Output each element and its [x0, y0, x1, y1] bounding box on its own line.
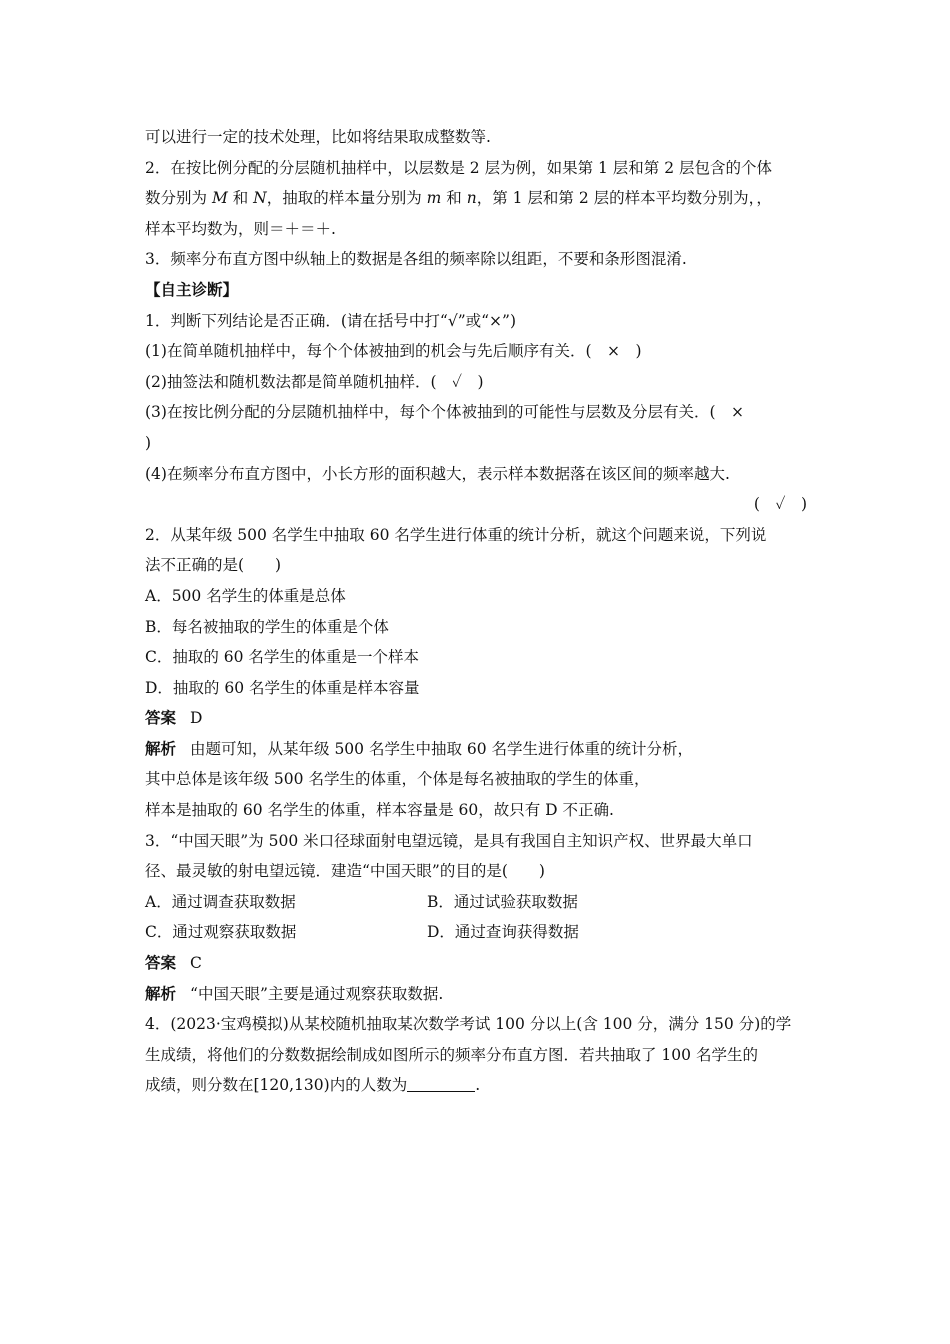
answer-label: 答案 [145, 953, 177, 973]
analysis-label: 解析 [145, 983, 177, 1003]
question-3-cont: 径、最灵敏的射电望远镜．建造“中国天眼”的目的是( ) [145, 862, 545, 881]
answer-line [145, 703, 807, 734]
answer-value: C [190, 954, 202, 973]
statement-1: (1)在简单随机抽样中，每个个体被抽到的机会与先后顺序有关．( × ) [145, 342, 642, 361]
text-line: 2．在按比例分配的分层随机抽样中，以层数是 2 层为例，如果第 1 层和第 2 层包含的个体 [145, 158, 773, 177]
statement-2: (2)抽签法和随机数法都是简单随机抽样．( ✓ ) [145, 372, 484, 391]
option-c: C．通过观察获取数据 [145, 923, 297, 942]
option-d: D．通过查询获得数据 [427, 923, 579, 942]
analysis-line: 解析 由题可知，从某年级 500 名学生中抽取 60 名学生进行体重的统计分析， [145, 738, 694, 758]
option-c: C．抽取的 60 名学生的体重是一个样本 [145, 648, 419, 667]
text-line: 其中总体是该年级 500 名学生的体重，个体是每名被抽取的学生的体重， [145, 770, 650, 789]
analysis-line: 解析 “中国天眼”主要是通过观察获取数据. [145, 983, 444, 1003]
question-4: 4．(2023·宝鸡模拟)从某校随机抽取某次数学考试 100 分以上(含 100 分，满分 150 分)的学 [145, 1015, 792, 1034]
options-row [145, 917, 807, 948]
option-b: B．通过试验获取数据 [427, 892, 578, 911]
question-2: 2．从某年级 500 名学生中抽取 60 名学生进行体重的统计分析，就这个问题来说，下列说 [145, 525, 767, 544]
options-row [145, 887, 807, 918]
section-heading: 【自主诊断】 [145, 279, 239, 299]
statement-3: (3)在按比例分配的分层随机抽样中，每个个体被抽到的可能性与层数及分层有关．( × [145, 403, 744, 422]
analysis-label: 解析 [145, 738, 177, 758]
question-3: 3．“中国天眼”为 500 米口径球面射电望远镜，是具有我国自主知识产权、世界最大单口 [145, 831, 753, 850]
statement-4-answer: ( ✓ ) [753, 495, 807, 514]
option-b: B．每名被抽取的学生的体重是个体 [145, 617, 389, 636]
text-line: 3．频率分布直方图中纵轴上的数据是各组的频率除以组距，不要和条形图混淆. [145, 250, 687, 269]
answer-value: D [190, 709, 203, 728]
answer-label: 答案 [145, 708, 177, 728]
text-line: 数分别为 M 和 N，抽取的样本量分别为 m 和 n，第 1 层和第 2 层的样本平均数分别为，， [145, 189, 772, 208]
question-1: 1．判断下列结论是否正确．(请在括号中打“√”或“×”) [145, 311, 517, 330]
answer-line [145, 948, 807, 979]
option-a: A．500 名学生的体重是总体 [145, 586, 346, 605]
document-body [145, 122, 807, 1101]
question-4-cont: 生成绩，将他们的分数数据绘制成如图所示的频率分布直方图．若共抽取了 100 名学生的 [145, 1045, 758, 1064]
option-d: D．抽取的 60 名学生的体重是样本容量 [145, 678, 420, 697]
statement-4: (4)在频率分布直方图中，小长方形的面积越大，表示样本数据落在该区间的频率越大. [145, 464, 730, 483]
question-2-cont: 法不正确的是( ) [145, 556, 282, 575]
question-4-end: 成绩，则分数在[120,130)内的人数为 . [145, 1070, 807, 1101]
option-a: A．通过调查获取数据 [145, 892, 296, 911]
text-line: 样本是抽取的 60 名学生的体重，样本容量是 60，故只有 D 不正确. [145, 801, 614, 820]
answer-blank[interactable] [407, 1073, 475, 1092]
statement-3-cont: ) [145, 433, 152, 452]
text-line: 可以进行一定的技术处理，比如将结果取成整数等. [145, 128, 491, 146]
text-line: 样本平均数为，则＝＋＝＋. [145, 219, 336, 238]
